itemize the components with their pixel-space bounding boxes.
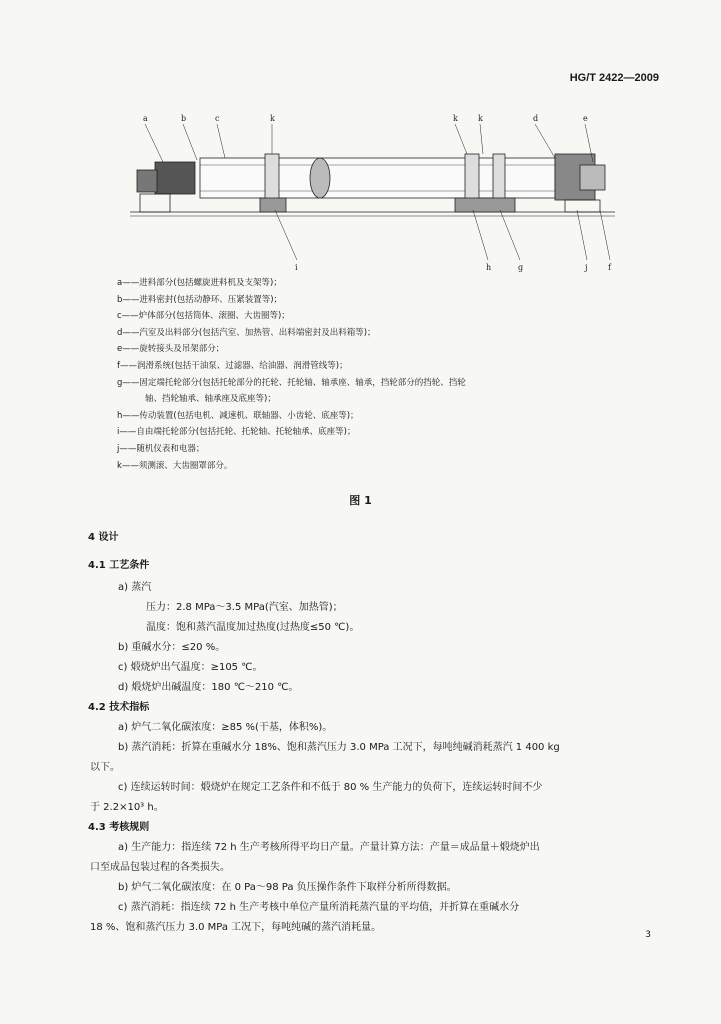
fig-label-j: j [585, 263, 588, 272]
tech-steam-1: b) 蒸汽消耗：折算在重碱水分 18%、饱和蒸汽压力 3.0 MPa 工况下，每吨纯碱消耗蒸汽 1 400 kg [118, 742, 560, 753]
legend-item: k——须测滚、大齿圈罩部分。 [117, 460, 233, 471]
fig-label-b: b [181, 114, 187, 123]
section-4-3-heading: 4.3 考核规则 [88, 822, 150, 833]
item-steam-temperature: 温度：饱和蒸汽温度加过热度(过热度≤50 ℃)。 [146, 622, 360, 633]
item-outlet-gas-temp: c) 煅烧炉出气温度：≥105 ℃。 [118, 662, 263, 673]
fig-label-a: a [143, 114, 148, 123]
section-4-2-heading: 4.2 技术指标 [88, 702, 150, 713]
standard-number: HG/T 2422—2009 [569, 72, 659, 84]
section-4-heading: 4 设计 [88, 532, 119, 543]
legend-item-continued: 轴、挡轮轴承、轴承座及底座等)； [145, 394, 276, 405]
fig-label-f: f [608, 263, 611, 272]
legend-item: h——传动装置(包括电机、减速机、联轴器、小齿轮、底座等)； [117, 410, 359, 421]
fig-label-e: e [583, 114, 588, 123]
legend-item: d——汽室及出料部分(包括汽室、加热管、出料端密封及出料箱等)； [117, 327, 376, 338]
legend-item: e——旋转接头及吊架部分； [117, 344, 225, 355]
figure-caption: 图 1 [349, 494, 372, 507]
fig-label-k2: k [453, 114, 458, 123]
item-moisture: b) 重碱水分：≤20 %。 [118, 642, 226, 653]
tech-steam-2: 以下。 [90, 762, 120, 773]
rule-steam-1: c) 蒸汽消耗：指连续 72 h 生产考核中单位产量所消耗蒸汽量的平均值，并折算在重碱水分 [118, 902, 520, 913]
tech-runtime-1: c) 连续运转时间：煅烧炉在规定工艺条件和不低于 80 % 生产能力的负荷下，连续运转时间不少 [118, 782, 543, 793]
legend-item: f——润滑系统(包括干油泵、过滤器、给油器、润滑管线等)； [117, 360, 348, 371]
rule-capacity-2: 口至成品包装过程的各类损失。 [90, 862, 230, 873]
legend-item: j——随机仪表和电器； [117, 443, 205, 454]
section-4-1-heading: 4.1 工艺条件 [88, 560, 150, 571]
legend-item: a——进料部分(包括螺旋进料机及支架等)； [117, 278, 282, 288]
figure-legend [117, 275, 617, 474]
tech-runtime-2: 于 2.2×10³ h。 [90, 802, 164, 813]
legend-item: c——炉体部分(包括筒体、滚圈、大齿圈等)； [117, 311, 290, 322]
fig-label-h: h [486, 263, 492, 272]
fig-label-i: i [295, 263, 298, 272]
fig-label-d: d [533, 114, 539, 123]
fig-label-k1: k [270, 114, 275, 123]
rule-co2: b) 炉气二氧化碳浓度：在 0 Pa～98 Pa 负压操作条件下取样分析所得数据。 [118, 882, 457, 893]
item-steam: a) 蒸汽 [118, 582, 152, 593]
fig-label-k3: k [478, 114, 483, 123]
fig-label-c: c [215, 114, 220, 123]
tech-co2: a) 炉气二氧化碳浓度：≥85 %(干基，体积%)。 [118, 722, 333, 733]
page-number: 3 [645, 930, 651, 940]
item-steam-pressure: 压力：2.8 MPa～3.5 MPa(汽室、加热管)； [146, 602, 343, 613]
legend-item: i——自由端托轮部分(包括托轮、托轮轴、托轮轴承、底座等)； [117, 427, 356, 438]
fig-label-g: g [518, 263, 524, 272]
legend-item: g——固定端托轮部分(包括托轮部分的托轮、托轮轴、轴承座、轴承，挡轮部分的挡轮、挡轮 [117, 377, 466, 388]
rotary-calciner-drawing [125, 110, 625, 275]
rule-steam-2: 18 %、饱和蒸汽压力 3.0 MPa 工况下，每吨纯碱的蒸汽消耗量。 [90, 922, 382, 933]
item-outlet-soda-temp: d) 煅烧炉出碱温度：180 ℃～210 ℃。 [118, 682, 299, 693]
legend-item: b——进料密封(包括动静环、压紧装置等)； [117, 294, 283, 305]
rule-capacity-1: a) 生产能力：指连续 72 h 生产考核所得平均日产量。产量计算方法：产量＝成品量＋煅烧炉出 [118, 842, 540, 853]
